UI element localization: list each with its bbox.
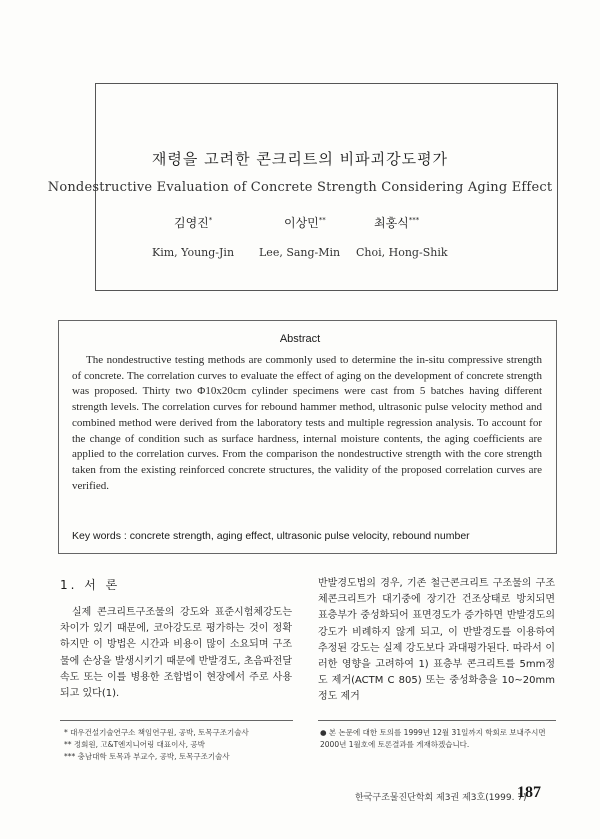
section-heading: 1. 서 론 [60, 578, 121, 592]
page-number: 187 [517, 784, 541, 801]
author-2-english: Lee, Sang-Min [259, 246, 341, 259]
footnote-divider-right [318, 720, 556, 721]
body-column-left [60, 605, 292, 702]
footnote: ** 정회원, 고&T엔지니어링 대표이사, 공박 [64, 740, 205, 749]
footnotes-right [320, 727, 556, 751]
footnotes-left [64, 727, 296, 763]
abstract-heading: Abstract [279, 333, 321, 345]
author-3-korean: 최홍식*** [374, 216, 420, 230]
body-paragraph: 실제 콘크리트구조물의 강도와 표준시험체강도는 차이가 있기 때문에, 코아강도로 평가하는 것이 정확하지만 이 방법은 시간과 비용이 많이 소요되며 구조물에 손상을 발생시키기 때문에 반발경도, 초음파전달속도 또는 이를 병용한 조합법이 현장에서 주로 사용되고 있다(1). [60, 607, 292, 700]
abstract-body: The nondestructive testing methods are commonly used to determine the in-situ compressive strength of concrete. The correlation curves to evaluate the effect of aging on the development of concrete strength was proposed. Thirty two Φ10x20cm cylinder specimens were cast from 5 batches having different strength levels. The correlation curves for rebound hammer method, ultrasonic pulse velocity method and combined method were derived from the laboratory tests and multiple regression analysis. To account for the change of condition such as surface hardness, internal moisture contents, the aging coefficients are applied to the correlation curves. From the comparison the nondestructive strength with the core strength taken from the existing reinforced concrete structures, the validity of the proposed correlation curves are verified. [72, 354, 542, 492]
footnote: ● 본 논문에 대한 토의를 1999년 12월 31일까지 학회로 보내주시면 2000년 1월호에 토론결과를 게재하겠습니다. [320, 728, 546, 749]
journal-footer: 한국구조물진단학회 제3권 제3호(1999. 7) [355, 793, 527, 803]
author-1-english: Kim, Young-Jin [152, 246, 235, 259]
paper-title-korean: 재령을 고려한 콘크리트의 비파괴강도평가 [151, 150, 449, 168]
author-3-english: Choi, Hong-Shik [356, 246, 448, 259]
paper-title-english: Nondestructive Evaluation of Concrete Strength Considering Aging Effect [47, 180, 553, 195]
footnote: *** 충남대학 토목과 부교수, 공박, 토목구조기술사 [64, 752, 230, 761]
body-paragraph: 반발경도법의 경우, 기존 철근콘크리트 구조물의 구조체콘크리트가 대기중에 장기간 건조상태로 방치되면 표층부가 중성화되어 표면경도가 증가하면 반발경도의 강도가 비례하지 않게 되고, 이 반발경도를 이용하여 추정된 강도는 실제 강도보다 과대평가된다. 따라서 이러한 영향을 고려하여 1) 표층부 콘크리트를 5mm정도 제거(ACTM C 805) 또는 중성화층을 10~20mm정도 제거 [318, 578, 555, 703]
author-1-korean: 김영진* [174, 216, 213, 230]
author-2-korean: 이상민** [284, 216, 326, 230]
body-column-right [318, 576, 555, 706]
keywords: Key words : concrete strength, aging effect, ultrasonic pulse velocity, rebound number [72, 530, 470, 542]
footnote: * 대우건설기술연구소 책임연구원, 공박, 토목구조기술사 [64, 728, 249, 737]
footnote-divider [60, 720, 293, 721]
